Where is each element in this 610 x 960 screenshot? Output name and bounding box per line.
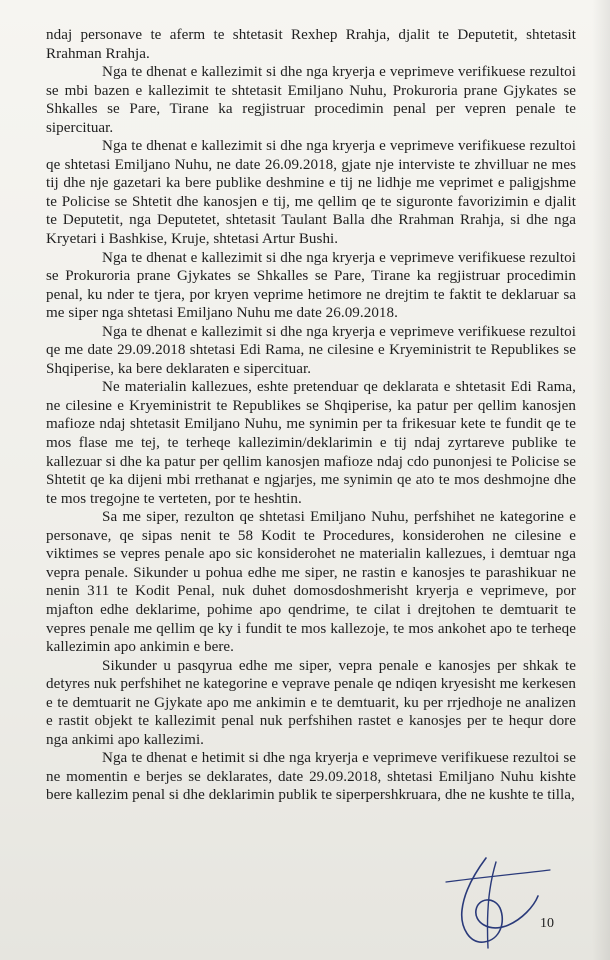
- handwritten-signature: [426, 852, 556, 952]
- paragraph-8: Sikunder u pasqyrua edhe me siper, vepra penale e kanosjes per shkak te detyres nuk perfshihet ne kategorine e veprave penale qe ndiqen kryesisht me kerkesen e te demtuarit ne Gjykate apo me ankimin e te demtuarit, ku per rrjedhoje ne analizen e rastit objekt te kallezimit penal nuk perfshihen rastet e kanosjes per te hequr dore nga ankimi apo kallezimi.: [46, 657, 576, 748]
- paragraph-1: ndaj personave te aferm te shtetasit Rexhep Rrahja, djalit te Deputetit, shtetasit Rrahman Rrahja.: [46, 27, 576, 62]
- paragraph-9: Nga te dhenat e hetimit si dhe nga kryerja e veprimeve verifikuese rezultoi se ne momentin e berjes se deklarates, date 29.09.2018, shtetasi Emiljano Nuhu kishte bere kallezim penal si dhe deklarimin publik te siperpershkruara, dhe ne kushte te tilla,: [46, 750, 576, 804]
- paragraph-5: Nga te dhenat e kallezimit si dhe nga kryerja e veprimeve verifikuese rezultoi qe me date 29.09.2018 shtetasi Edi Rama, ne cilesine e Kryeministrit te Republikes se Shqiperise, ka bere deklaraten e sipercituar.: [46, 323, 576, 377]
- paragraph-6: Ne materialin kallezues, eshte pretenduar qe deklarata e shtetasit Edi Rama, ne cilesine e Kryeministrit te Republikes se Shqiperise, ka patur per qellim kanosjen mafioze ndaj shtetasit Emiljano Nuhu, me synimin per ta frikesuar kete te fundit qe te mos flase me tej, te terheqe kallezimin/deklarimin e tij ndaj zyrtareve publike te kallezuar si dhe ka patur per qellim kanosjen mafioze ndaj cdo punonjesi te Policise se Shtetit qe ka dijeni mbi rrethanat e ngjarjes, me synimin qe ato te mos deshmojne dhe te mos tregojne te verteten, por te heshtin.: [46, 379, 576, 507]
- paragraph-2: Nga te dhenat e kallezimit si dhe nga kryerja e veprimeve verifikuese rezultoi se mbi bazen e kallezimit te shtetasit Emiljano Nuhu, Prokuroria prane Gjykates se Shkalles se Pare, Tirane ka regjistruar procedimin penal per vepren penale te sipercituar.: [46, 64, 576, 136]
- page-number: 10: [540, 916, 554, 931]
- page-edge-shadow: [592, 0, 610, 960]
- paragraph-3: Nga te dhenat e kallezimit si dhe nga kryerja e veprimeve verifikuese rezultoi qe shtetasi Emiljano Nuhu, ne date 26.09.2018, gjate nje interviste te zhvilluar ne mes tij dhe nje gazetari ka bere publike deshmine e tij ne lidhje me veprimet e paligjshme te Policise se Shtetit dhe kanosjen e tij, me qellim qe te siguronte favorizimin e djalit te Deputetit, nga Deputetet, shtetasit Taulant Balla dhe Rrahman Rrahja, si dhe nga Kryetari i Bashkise, Kruje, shtetasi Artur Bushi.: [46, 138, 576, 248]
- paragraph-7: Sa me siper, rezulton qe shtetasi Emiljano Nuhu, perfshihet ne kategorine e personave, qe sipas nenit te 58 Kodit te Procedures, konsiderohen ne cilesine e viktimes se vepres penale apo sic konsiderohet ne materialin kallezues, i demtuar nga vepra penale. Sikunder u pohua edhe me siper, ne rastin e kanosjes te parashikuar ne nenin 311 te Kodit Penal, nuk duhet domosdoshmerisht kryerja e veprimeve, por mjafton edhe deklarime, pohime apo qendrime, te cilat i drejtohen te demtuarit te vepres penale me qellim qe ky i fundit te mos kallezoje, te mos ankohet apo te terheqe kallezimin apo ankimin e bere.: [46, 509, 576, 656]
- paragraph-4: Nga te dhenat e kallezimit si dhe nga kryerja e veprimeve verifikuese rezultoi se Prokuroria prane Gjykates se Shkalles se Pare, Tirane ka regjistruar procedimin penal, ku nder te tjera, por kryen veprime hetimore ne drejtim te faktit te deklaruar sa me siper nga shtetasi Emiljano Nuhu me date 26.09.2018.: [46, 249, 576, 322]
